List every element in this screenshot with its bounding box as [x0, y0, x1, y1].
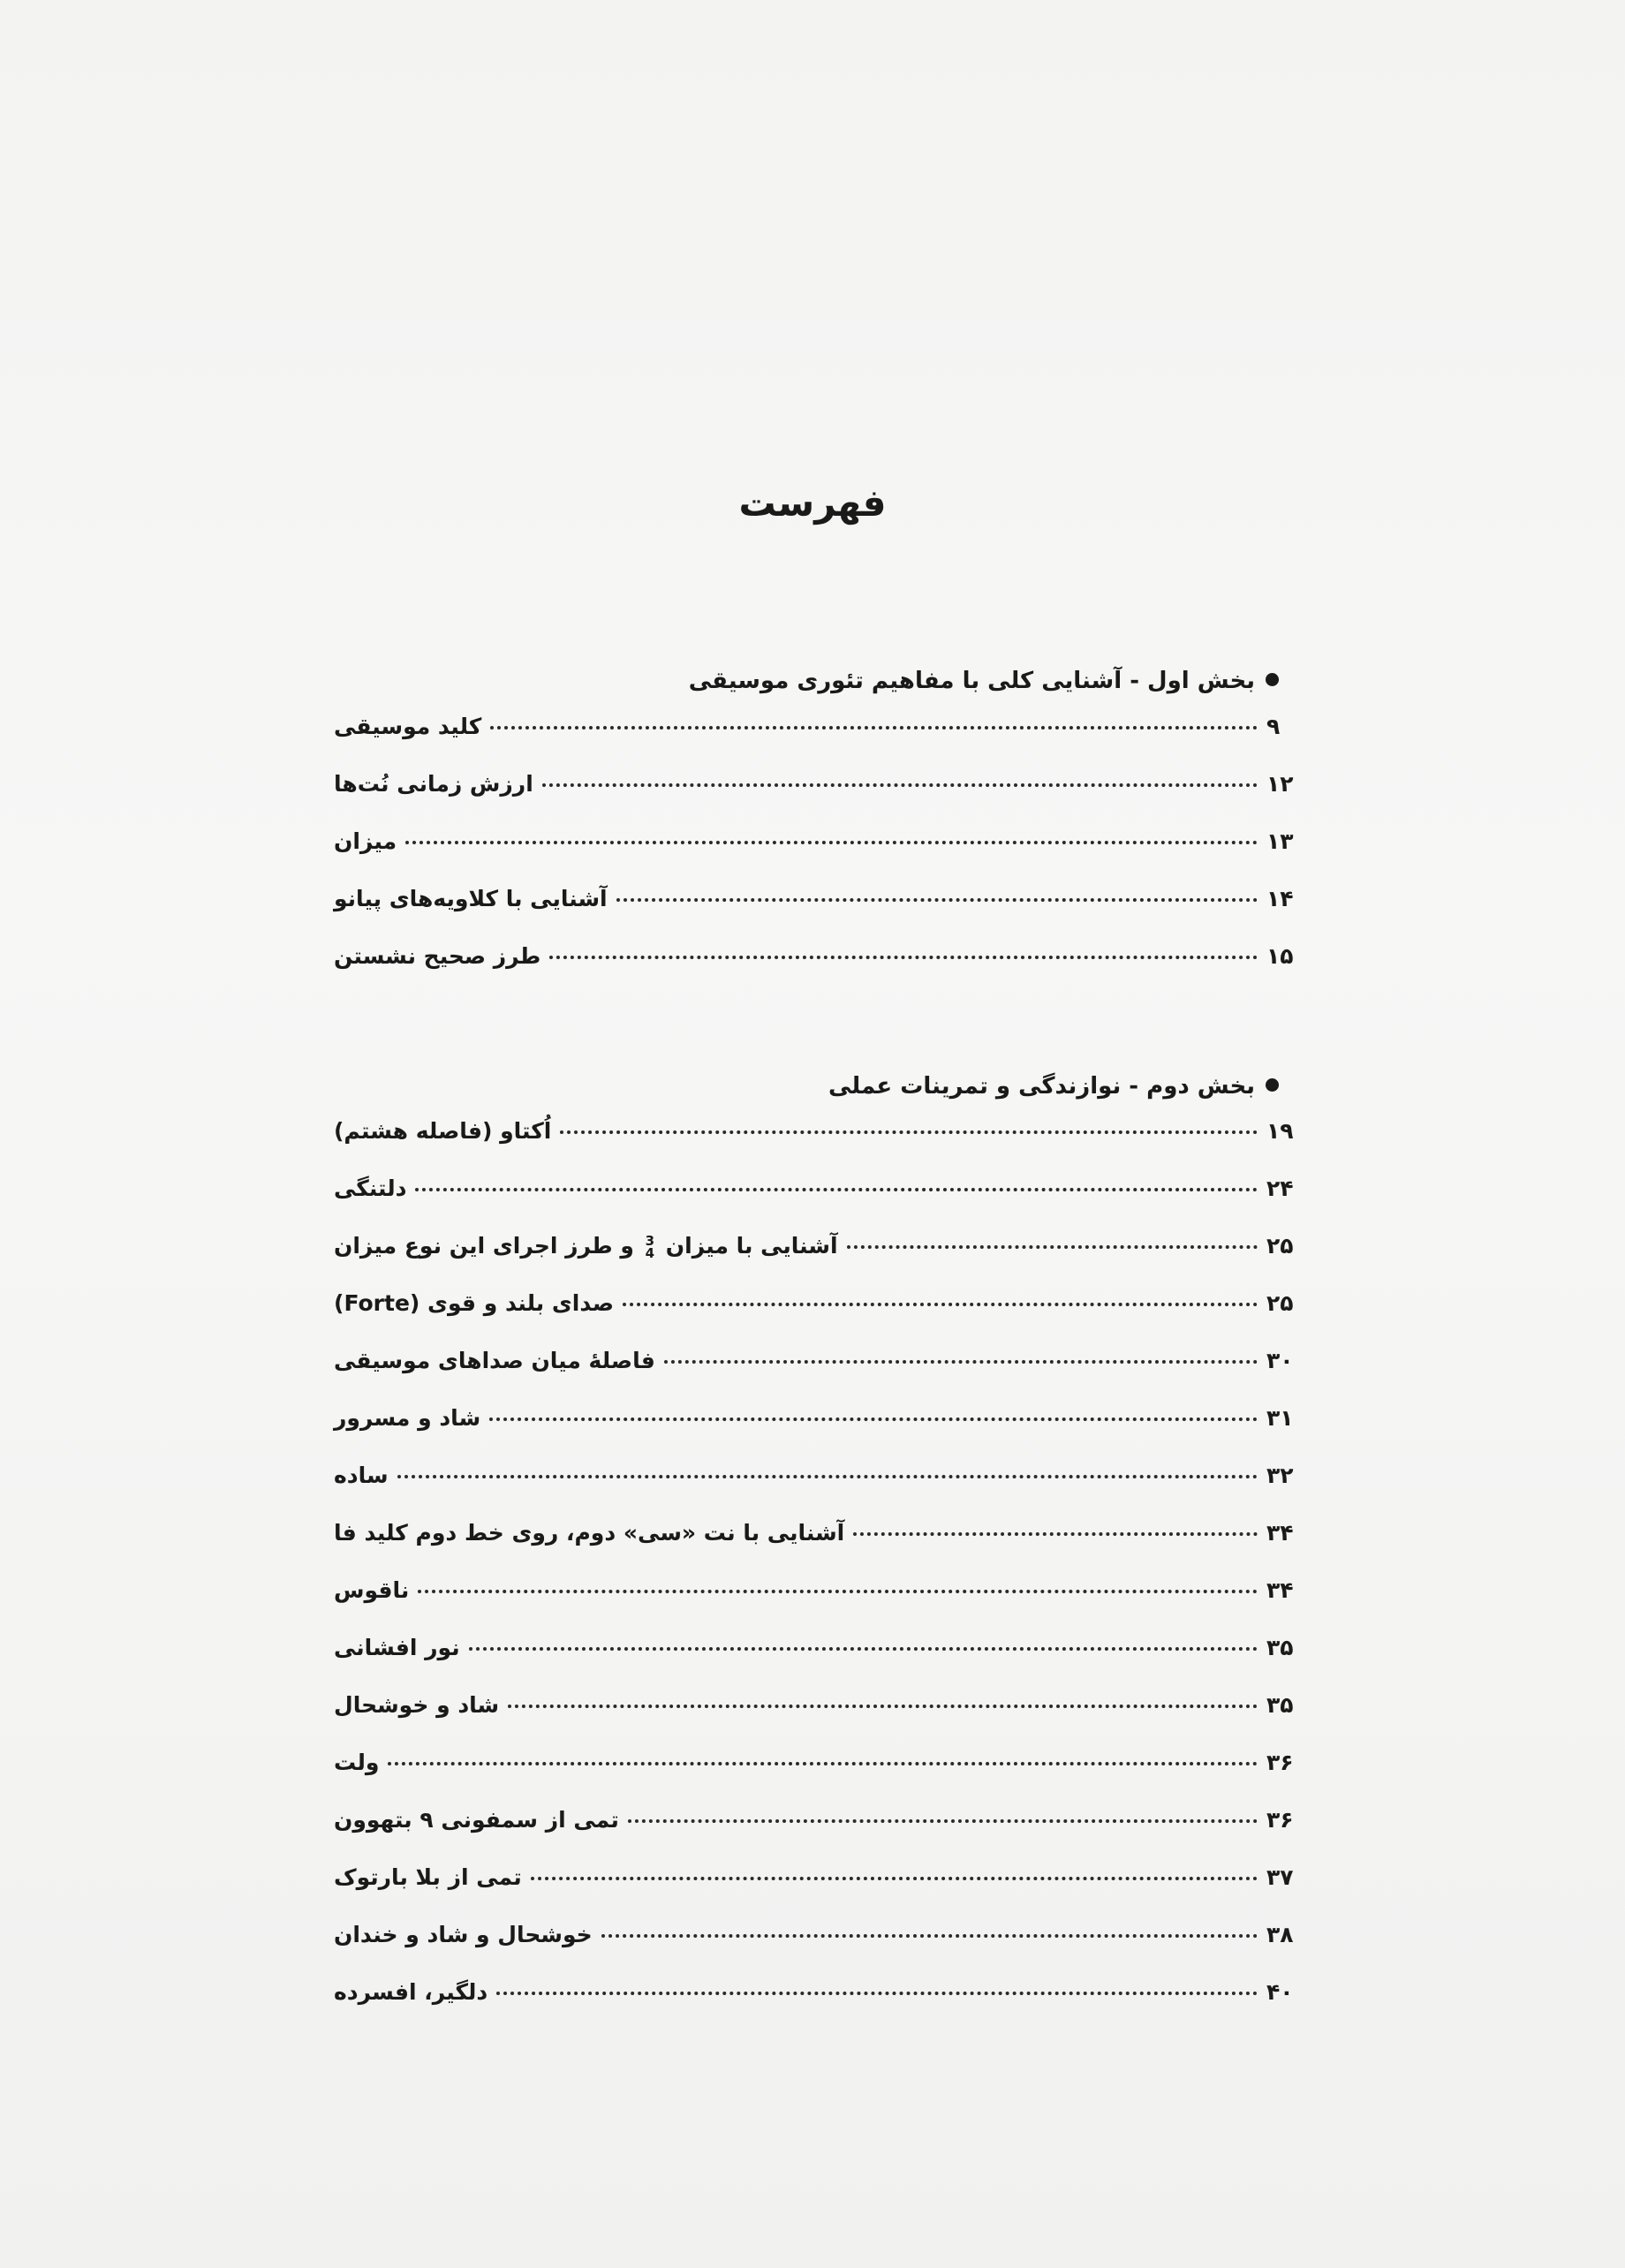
toc-entry-title: صدای بلند و قوی (Forte) [334, 1290, 614, 1316]
toc-list-section-1 [334, 714, 1307, 1001]
toc-entry[interactable] [334, 1118, 1307, 1176]
toc-entry-title: دلتنگی [334, 1176, 407, 1201]
toc-entry-title [334, 1233, 838, 1259]
toc-entry-page: ۲۵ [1266, 1290, 1294, 1316]
bullet-icon [1266, 1078, 1279, 1092]
toc-entry-title-before: آشنایی با میزان [665, 1233, 838, 1259]
toc-entry[interactable] [334, 1979, 1307, 2037]
toc-entry-page: ۳۸ [1266, 1922, 1294, 1947]
toc-entry-title: شاد و مسرور [334, 1405, 481, 1431]
toc-entry[interactable] [334, 886, 1307, 943]
toc-entry[interactable] [334, 1807, 1307, 1864]
section-heading-label: بخش دوم - نوازندگی و تمرینات عملی [828, 1073, 1255, 1100]
dot-leader [847, 1245, 1258, 1249]
toc-entry[interactable] [334, 1176, 1307, 1233]
dot-leader [508, 1705, 1258, 1708]
toc-entry-page: ۳۵ [1266, 1635, 1294, 1660]
dot-leader [628, 1819, 1258, 1823]
toc-entry-title: آشنایی با کلاویه‌های پیانو [334, 886, 608, 911]
dot-leader [853, 1532, 1258, 1536]
toc-entry-page: ۳۶ [1266, 1807, 1294, 1833]
toc-entry[interactable] [334, 1520, 1307, 1577]
toc-entry-title: نور افشانی [334, 1635, 460, 1660]
toc-entry-page: ۳۲ [1266, 1463, 1294, 1488]
toc-entry-title: ساده [334, 1463, 389, 1488]
section-heading-1 [307, 663, 1279, 699]
toc-entry[interactable] [334, 828, 1307, 886]
toc-entry-title: تمی از بلا بارتوک [334, 1864, 522, 1890]
toc-entry-title: تمی از سمفونی ۹ بتهوون [334, 1807, 619, 1833]
bullet-icon [1266, 673, 1279, 686]
toc-entry-page: ۱۹ [1266, 1118, 1294, 1144]
toc-entry-page: ۳۴ [1266, 1577, 1294, 1603]
toc-entry-page: ۲۵ [1266, 1233, 1294, 1259]
toc-entry-page: ۲۴ [1266, 1176, 1294, 1201]
dot-leader [601, 1934, 1258, 1938]
dot-leader [490, 726, 1258, 730]
toc-entry-title: ناقوس [334, 1577, 410, 1603]
toc-entry[interactable] [334, 1922, 1307, 1979]
time-signature-bottom: 4 [645, 1245, 655, 1261]
toc-entry-title-after: و طرز اجرای این نوع میزان [334, 1233, 634, 1259]
toc-entry[interactable] [334, 1348, 1307, 1405]
toc-entry-title: آشنایی با نت «سی» دوم، روی خط دوم کلید فا [334, 1520, 845, 1546]
toc-entry-title: میزان [334, 828, 397, 854]
dot-leader [469, 1647, 1258, 1651]
toc-entry[interactable] [334, 1233, 1307, 1290]
toc-entry-page: ۳۷ [1266, 1864, 1294, 1890]
toc-entry[interactable] [334, 1463, 1307, 1520]
dot-leader [405, 841, 1258, 844]
dot-leader [397, 1475, 1258, 1478]
toc-entry-title: فاصلهٔ میان صداهای موسیقی [334, 1348, 655, 1373]
toc-entry[interactable] [334, 1864, 1307, 1922]
time-signature-top: 3 [645, 1233, 655, 1249]
dot-leader [560, 1130, 1258, 1134]
toc-entry[interactable] [334, 714, 1307, 771]
toc-entry-page: ۳۴ [1266, 1520, 1294, 1546]
dot-leader [664, 1360, 1258, 1364]
toc-entry-page: ۱۵ [1266, 943, 1294, 969]
toc-entry[interactable] [334, 1290, 1307, 1348]
toc-entry-title: کلید موسیقی [334, 714, 482, 739]
toc-entry-page: ۳۶ [1266, 1750, 1294, 1775]
toc-entry-page: ۳۵ [1266, 1692, 1294, 1718]
dot-leader [549, 956, 1258, 959]
dot-leader [489, 1418, 1258, 1421]
dot-leader [531, 1877, 1258, 1880]
toc-entry[interactable] [334, 771, 1307, 828]
toc-entry-page: ۳۱ [1266, 1405, 1294, 1431]
dot-leader [542, 783, 1258, 787]
dot-leader [616, 898, 1258, 902]
toc-entry-page: ۳۰ [1266, 1348, 1294, 1373]
toc-entry-title: خوشحال و شاد و خندان [334, 1922, 593, 1947]
toc-entry[interactable] [334, 1405, 1307, 1463]
section-heading-2 [307, 1069, 1279, 1104]
toc-entry[interactable] [334, 1750, 1307, 1807]
toc-entry-title: ولت [334, 1750, 380, 1775]
toc-entry[interactable] [334, 943, 1307, 1001]
section-heading-label: بخش اول - آشنایی کلی با مفاهیم تئوری موسیقی [688, 668, 1255, 694]
dot-leader [388, 1762, 1258, 1765]
toc-entry-title: طرز صحیح نشستن [334, 943, 541, 969]
time-signature [646, 1235, 654, 1259]
toc-entry-page: ۱۴ [1266, 886, 1294, 911]
toc-entry-title: دلگیر، افسرده [334, 1979, 488, 2005]
toc-entry-title: شاد و خوشحال [334, 1692, 500, 1718]
dot-leader [415, 1188, 1258, 1191]
dot-leader [496, 1992, 1258, 1995]
toc-entry-page: ۱۳ [1266, 828, 1294, 854]
toc-entry[interactable] [334, 1577, 1307, 1635]
page-title: فهرست [738, 481, 887, 525]
toc-entry[interactable] [334, 1692, 1307, 1750]
dot-leader [623, 1303, 1258, 1306]
toc-entry-page: ۹ [1266, 714, 1281, 739]
toc-list-section-2 [334, 1118, 1307, 2037]
dot-leader [418, 1590, 1258, 1593]
toc-entry-title: اُکتاو (فاصله هشتم) [334, 1118, 552, 1144]
toc-entry[interactable] [334, 1635, 1307, 1692]
toc-entry-title: ارزش زمانی نُت‌ها [334, 771, 533, 797]
toc-entry-page: ۴۰ [1266, 1979, 1294, 2005]
toc-entry-page: ۱۲ [1266, 771, 1294, 797]
